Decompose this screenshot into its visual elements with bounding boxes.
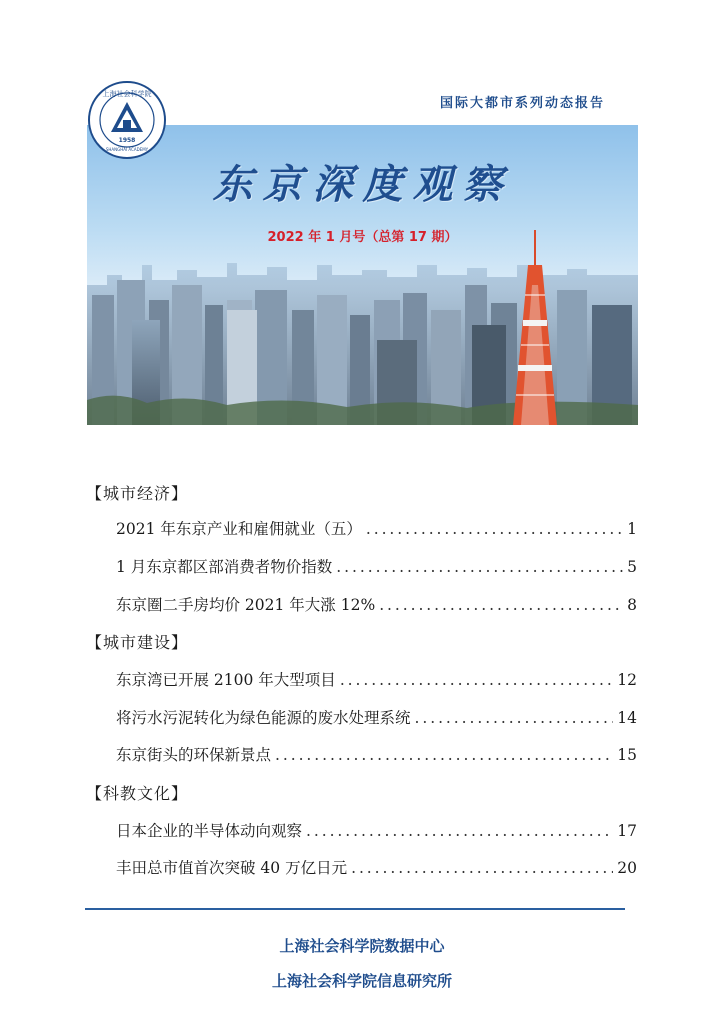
toc-item-page: 8 — [627, 596, 637, 614]
toc-item-title: 东京圈二手房均价 2021 年大涨 12% — [116, 596, 376, 614]
toc-leader — [415, 709, 614, 727]
issue-label: 2022 年 1 月号（总第 17 期） — [267, 230, 458, 245]
toc-item-page: 1 — [627, 520, 637, 538]
toc-item-title: 2021 年东京产业和雇佣就业（五） — [116, 520, 362, 538]
toc-item-title: 东京街头的环保新景点 — [116, 746, 272, 764]
toc-item-title: 1 月东京都区部消费者物价指数 — [116, 558, 333, 576]
toc-item-page: 5 — [627, 558, 637, 576]
toc-leader — [351, 859, 613, 877]
svg-text:上海社会科学院: 上海社会科学院 — [102, 90, 152, 98]
toc-leader — [366, 520, 623, 538]
toc-leader — [340, 671, 613, 689]
toc-item-page: 17 — [617, 822, 637, 840]
academy-logo — [87, 80, 167, 160]
toc-leader — [306, 822, 613, 840]
toc-item-page: 20 — [617, 859, 637, 877]
toc-item-title: 将污水污泥转化为绿色能源的废水处理系统 — [116, 709, 411, 727]
svg-text:SHANGHAI ACADEMY: SHANGHAI ACADEMY — [105, 147, 149, 152]
toc-item[interactable] — [116, 743, 637, 765]
toc-leader — [275, 746, 613, 764]
toc-leader — [379, 596, 623, 614]
toc-section-heading: 【城市经济】 — [86, 484, 189, 503]
toc-item[interactable] — [116, 517, 637, 539]
cover-banner — [87, 125, 638, 425]
toc-item-title: 东京湾已开展 2100 年大型项目 — [116, 671, 336, 689]
toc-item[interactable] — [116, 856, 637, 878]
toc-item-title: 丰田总市值首次突破 40 万亿日元 — [116, 859, 348, 877]
toc-item[interactable] — [116, 706, 637, 728]
toc-item[interactable] — [116, 555, 637, 577]
svg-text:1958: 1958 — [118, 137, 136, 144]
toc-item[interactable] — [116, 593, 637, 615]
toc-item-title: 日本企业的半导体动向观察 — [116, 822, 303, 840]
toc-item-page: 15 — [617, 746, 637, 764]
series-label: 国际大都市系列动态报告 — [440, 96, 606, 111]
toc-section-heading: 【城市建设】 — [86, 633, 189, 652]
toc-leader — [336, 558, 623, 576]
footer-org-data-center: 上海社会科学院数据中心 — [279, 937, 445, 955]
footer-divider — [85, 908, 625, 910]
toc-section-heading: 【科教文化】 — [86, 784, 189, 803]
toc-item[interactable] — [116, 819, 637, 841]
toc-item-page: 14 — [617, 709, 637, 727]
toc-item-page: 12 — [617, 671, 637, 689]
report-title: 东京深度观察 — [212, 161, 513, 208]
footer-org-info-institute: 上海社会科学院信息研究所 — [271, 972, 452, 990]
toc-item[interactable] — [116, 668, 637, 690]
